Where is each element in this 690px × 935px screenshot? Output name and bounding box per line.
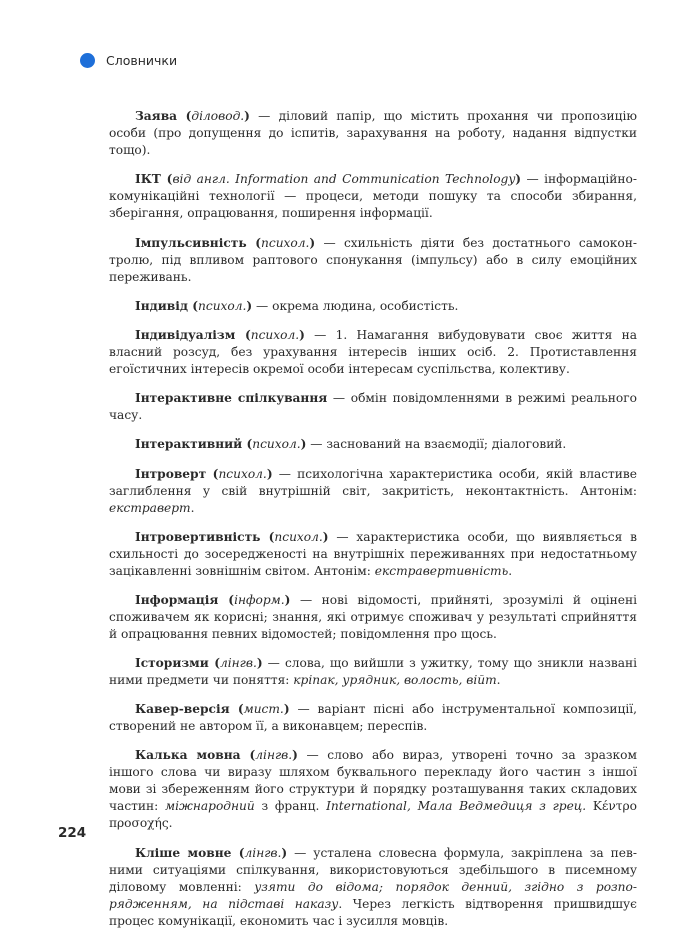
- entry-definition-segment: .: [508, 563, 513, 578]
- entry-note: психол.: [274, 529, 323, 544]
- entry-definition-segment: екстраверт: [109, 500, 191, 515]
- entry-definition-segment: кріпак, урядник, волость, війт: [293, 673, 497, 688]
- entry-note: діловод.: [191, 109, 245, 124]
- entry-definition-segment: — обмін повідомленнями в режимі реального часу.: [109, 391, 637, 423]
- entry-term: ІКТ: [135, 172, 161, 187]
- entry-definition-segment: Κέντρο προσοχής.: [109, 799, 637, 831]
- glossary-entry: Індивідуалізм (психол.) — 1. Намагання вибудовувати своє життя на власний розсуд, без урахування інтересів інших осіб. 2. Протиставлення егоїстичних інтересів окремої особи інтересам суспільства, колективу.: [109, 327, 637, 376]
- entry-definition-segment: — характеристика особи, що виявляється в схильності до зосередженості на внутрішніх переживаннях при недостатньому зацікавленні зовнішнім світом. Антонім:: [109, 529, 637, 578]
- entry-note: психол.: [218, 466, 267, 481]
- glossary-entry: Інтерактивний (психол.) — заснований на взаємодії; діалоговий.: [135, 437, 567, 452]
- entry-definition-segment: International, Мала Ведмедиця: [326, 799, 533, 814]
- entry-term: Імпульсивність: [135, 235, 247, 250]
- entry-definition-segment: .: [496, 673, 501, 688]
- entry-definition-segment: узяти до відома; порядок денний, згідно з розпорядженням, на підставі наказу: [109, 879, 637, 911]
- glossary-entry: Інформація (інформ.) — нові відомості, прийняті, зрозумілі й оцінені споживачем як корисні; знання, які отримує споживач у результаті сприйняття й опрацювання певних відомостей; повідомлення про щось.: [109, 592, 637, 641]
- entry-definition-segment: з грец.: [539, 799, 587, 814]
- entry-note: лінгв.: [255, 748, 293, 763]
- entry-term: Кавер-версія: [135, 702, 230, 717]
- entry-term: Історизми: [135, 656, 209, 671]
- entry-term: Інтроверт: [135, 466, 207, 481]
- entry-note: психол.: [261, 235, 310, 250]
- entry-definition-segment: — варіант пісні або інструментальної композиції, створений не автором її, а виконавцем; переспів.: [109, 702, 637, 734]
- entry-term: Інтерактивне спілкування: [135, 391, 328, 406]
- glossary-entry: Заява (діловод.) — діловий папір, що містить прохання чи пропозицію особи (про допущення до іспитів, зарахування на роботу, надання відпустки тощо).: [109, 109, 638, 158]
- entry-definition-segment: — діловий папір, що містить прохання чи пропозицію особи (про допущення до іспитів, зарахування на роботу, надання відпустки тощо).: [109, 109, 638, 158]
- entry-definition-segment: з франц.: [254, 799, 327, 814]
- glossary-entry: ІКТ (від англ. Information and Communication Technology) — інформаційно-комунікаційні технології — процеси, методи пошуку та способи збирання, зберігання, опрацювання, поширення інформації.: [109, 172, 637, 221]
- entry-term: Інтерактивний: [135, 437, 243, 452]
- glossary-entry: Кавер-версія (мист.) — варіант пісні або інструментальної композиції, створений не автором її, а виконавцем; переспів.: [109, 702, 637, 734]
- entry-term: Кліше мовне: [135, 845, 232, 860]
- entry-definition-segment: — окрема людина, особистість.: [252, 298, 459, 313]
- entry-term: Інтровертивність: [135, 529, 261, 544]
- entry-term: Калька мовна: [135, 748, 241, 763]
- page-number: 224: [58, 825, 87, 841]
- entry-definition-segment: — усталена словесна формула, закріплена за певними ситуаціями спілкування, використовуються здебільшого в писемному діловому мовленні:: [109, 845, 637, 894]
- entry-definition-segment: екстравертивність: [374, 563, 509, 578]
- glossary-entries: [109, 96, 637, 935]
- entry-definition-segment: — слова, що вийшли з ужитку, тому що зникли названі ними предмети чи поняття:: [109, 656, 637, 688]
- glossary-entry: Кліше мовне (лінгв.) — усталена словесна формула, закріплена за певними ситуаціями спілкування, використовуються здебільшого в писемному діловому мовленні: узяти до відома; порядок денний, згідно з розпорядженням, на підставі наказу. Через легкість відтворення пришвидшує процес комунікації, економить час і зусилля мовців.: [109, 845, 637, 928]
- entry-definition-segment: . Через легкість відтворення пришвидшує процес комунікації, економить час і зусилля мовців.: [109, 896, 637, 928]
- entry-definition-segment: — заснований на взаємодії; діалоговий.: [306, 437, 567, 452]
- entry-note: психол.: [250, 327, 300, 342]
- glossary-entry: Інтровертивність (психол.) — характеристика особи, що виявляється в схильності до зосередженості на внутрішніх переживаннях при недостатньому зацікавленні зовнішнім світом. Антонім: екстравертивність.: [109, 529, 637, 578]
- entry-term: Заява: [135, 109, 178, 124]
- section-header: [80, 50, 177, 70]
- entry-note: лінгв.: [220, 656, 257, 671]
- glossary-entry: Історизми (лінгв.) — слова, що вийшли з ужитку, тому що зникли названі ними предмети чи поняття: кріпак, урядник, волость, війт.: [109, 656, 637, 688]
- entry-term: Індивідуалізм: [135, 327, 236, 342]
- section-title: Словнички: [106, 52, 178, 68]
- entry-definition-segment: — 1. Намагання вибудовувати своє життя на власний розсуд, без урахування інтересів інших осіб. 2. Протиставлення егоїстичних інтересів окремої особи інтересам суспільства, колективу.: [109, 327, 637, 376]
- bullet-dot-icon: [80, 53, 95, 68]
- entry-note: інформ.: [234, 592, 285, 607]
- entry-definition-segment: — інформаційно-комунікаційні технології — процеси, методи пошуку та способи збирання, зберігання, опрацювання, поширення інформації.: [109, 172, 637, 221]
- glossary-entry: Калька мовна (лінгв.) — слово або вираз, утворені точно за зразком іншого слова чи виразу шляхом буквального перекладу його частин з іншої мови зі збереженням його структури й порядку розташування таких складових частин: міжнародний з франц. International, Мала Ведмедиця з грец. Κέντρο προσοχής.: [109, 748, 637, 831]
- entry-definition-segment: — нові відомості, прийняті, зрозумілі й оцінені споживачем як корисні; знання, які отримує споживач у результаті сприйняття й опрацювання певних відомостей; повідомлення про щось.: [109, 592, 637, 641]
- entry-definition-segment: — психологічна характеристика особи, якій властиве заглиблення у свій внутрішній світ, закритість, неконтактність. Антонім:: [109, 466, 637, 498]
- glossary-entry: Інтроверт (психол.) — психологічна характеристика особи, якій властиве заглиблення у свій внутрішній світ, закритість, неконтактність. Антонім: екстраверт.: [109, 466, 637, 515]
- entry-definition-segment: міжнародний: [165, 799, 255, 814]
- entry-definition-segment: .: [190, 500, 195, 515]
- glossary-entry: [109, 390, 637, 424]
- entry-term: Інформація: [135, 592, 219, 607]
- glossary-entry: Імпульсивність (психол.) — схильність діяти без достатнього самоконтролю, під впливом раптового спонукання (імпульсу) або в силу емоційних переживань.: [109, 235, 637, 284]
- entry-note: лінгв.: [244, 845, 282, 860]
- entry-definition-segment: — схильність діяти без достатнього самоконтролю, під впливом раптового спонукання (імпульсу) або в силу емоційних переживань.: [109, 235, 637, 284]
- entry-note: від англ. Information and Communication Technology: [172, 172, 516, 187]
- entry-note: психол.: [252, 437, 301, 452]
- entry-note: мист.: [243, 702, 284, 717]
- entry-note: психол.: [198, 298, 247, 313]
- entry-definition-segment: — слово або вираз, утворені точно за зразком іншого слова чи виразу шляхом буквального перекладу його частин з іншої мови зі збереженням його структури й порядку розташування таких складових частин:: [109, 748, 637, 814]
- entry-term: Індивід: [135, 298, 189, 313]
- glossary-entry: Індивід (психол.) — окрема людина, особистість.: [135, 298, 459, 313]
